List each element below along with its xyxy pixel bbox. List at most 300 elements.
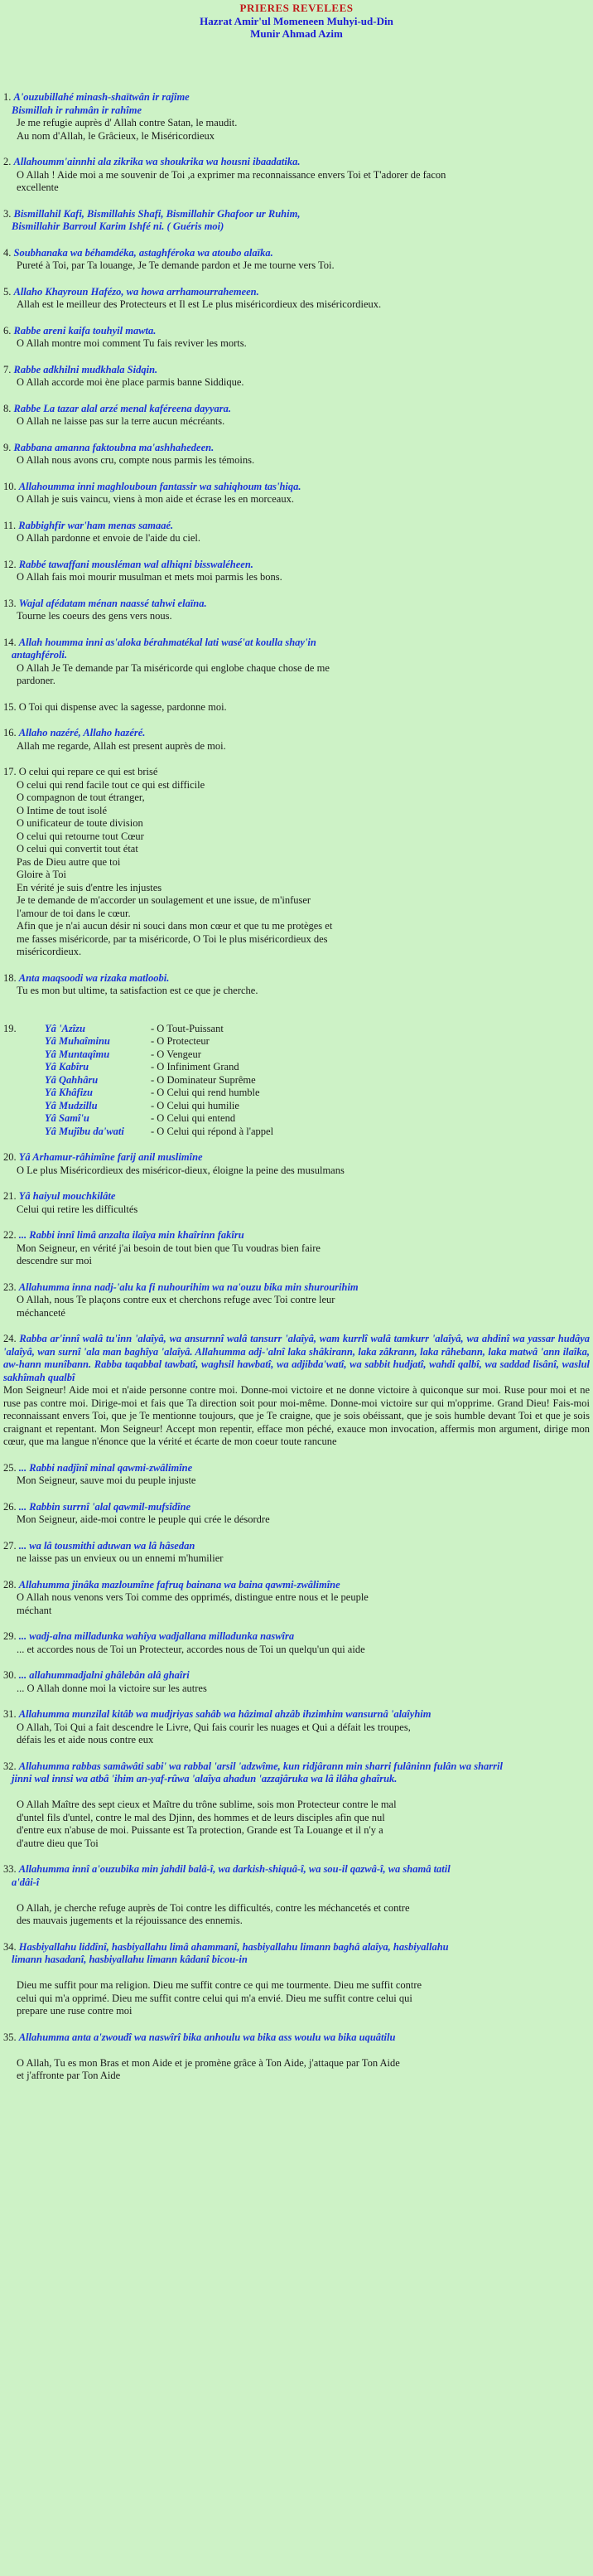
transliteration-text: Allaho Khayroun Hafézo, wa howa arrhamourrahemeen. bbox=[13, 285, 259, 298]
translation-text: excellente bbox=[17, 182, 59, 193]
translation-line bbox=[3, 1203, 590, 1217]
translation-line bbox=[3, 894, 590, 908]
name-arabic: Yâ Mudzillu bbox=[45, 1099, 98, 1111]
translation-line bbox=[3, 2070, 590, 2083]
transliteration-line bbox=[3, 1579, 590, 1592]
prayer-item bbox=[3, 1333, 590, 1449]
transliteration-line bbox=[3, 727, 590, 740]
translation-line bbox=[3, 2005, 590, 2018]
prayer-number: 4. bbox=[3, 246, 12, 259]
name-meaning: - O Celui qui entend bbox=[151, 1112, 236, 1124]
translation-text: Je me refugie auprès d' Allah contre Satan, le maudit. bbox=[17, 117, 238, 128]
translation-text: O unificateur de toute division bbox=[17, 817, 143, 829]
transliteration-line bbox=[3, 1501, 590, 1514]
translation-line bbox=[3, 830, 590, 844]
prayer-item bbox=[3, 156, 590, 195]
translation-line bbox=[3, 1255, 590, 1268]
translation-text: O Le plus Miséricordieux des miséricor-dieux, éloigne la peine des musulmans bbox=[17, 1164, 345, 1176]
translation-line bbox=[3, 1165, 590, 1178]
translation-line bbox=[3, 117, 590, 130]
translation-text: ne laisse pas un envieux ou un ennemi m'humilier bbox=[17, 1552, 224, 1564]
translation-line bbox=[3, 985, 590, 998]
transliteration-text: Anta maqsoodi wa rizaka matloobi. bbox=[18, 971, 170, 984]
prayer-number: 22. bbox=[3, 1229, 17, 1241]
prayer-number: 18. bbox=[3, 971, 17, 984]
translation-line bbox=[3, 182, 590, 195]
transliteration-text: Allahumma jinâka mazloumîne fafruq bainana wa baina qawmi-zwâlimîne bbox=[18, 1578, 340, 1591]
translation-text: O Allah, je cherche refuge auprès de Toi contre les difficultés, contre les méchancetés et contre bbox=[17, 1901, 410, 1914]
name-meaning: - O Celui qui rend humble bbox=[151, 1087, 260, 1098]
prayer-number: 13. bbox=[3, 597, 17, 609]
translation-text: d'untel fils d'untel, contre le mal des Djinn, des hommes et de leurs disciples afin que nul bbox=[17, 1811, 385, 1823]
transliteration-line bbox=[3, 403, 590, 416]
translation-text: O Allah nous avons cru, compte nous parmis les témoins. bbox=[17, 454, 255, 466]
translation-line bbox=[3, 1979, 590, 1993]
transliteration-text: ... Rabbi nadjînî minal qawmi-zwâlimîne bbox=[18, 1461, 193, 1474]
translation-line bbox=[3, 1838, 590, 1851]
translation-line bbox=[3, 740, 590, 753]
transliteration-line bbox=[3, 972, 590, 985]
prayer-number: 5. bbox=[3, 285, 12, 298]
transliteration-text: Bismillahil Kafi, Bismillahis Shafi, Bismillahir Ghafoor ur Ruhim, bbox=[13, 207, 301, 220]
translation-text: Mon Seigneur, sauve moi du peuple injuste bbox=[17, 1474, 196, 1486]
transliteration-line bbox=[3, 559, 590, 572]
translation-text: méchant bbox=[17, 1604, 52, 1616]
translation-text: Dieu me suffit pour ma religion. Dieu me suffit contre ce qui me tourmente. Dieu me suffit contre bbox=[17, 1979, 422, 1991]
prayer-item bbox=[3, 1501, 590, 1527]
prayer-item bbox=[3, 1151, 590, 1177]
transliteration-text: Allahumma rabbas samâwâti sabi' wa rabbal 'arsil 'adzwîme, kun ridjârann min sharri fulâninn fulân wa sharril bbox=[18, 1760, 503, 1772]
transliteration-text: Allahoumm'ainnhi ala zikrika wa shoukrika wa housni ibaadatika. bbox=[13, 156, 301, 167]
transliteration-text: ... Rabbin surrnî 'alal qawmil-mufsîdîne bbox=[18, 1500, 191, 1513]
prayer-item bbox=[3, 972, 590, 998]
translation-text: ... O Allah donne moi la victoire sur les autres bbox=[17, 1682, 207, 1694]
translation-text: descendre sur moi bbox=[17, 1255, 92, 1266]
prayer-item bbox=[3, 1462, 590, 1488]
prayer-number: 25. bbox=[3, 1461, 17, 1474]
prayer-number: 1. bbox=[3, 91, 12, 103]
translation-text: O Allah, Tu es mon Bras et mon Aide et je promène grâce à Ton Aide, j'attaque par Ton Aide bbox=[17, 2056, 400, 2069]
prayer-number: 26. bbox=[3, 1500, 17, 1513]
transliteration-line bbox=[3, 1669, 590, 1683]
prayer-number: 34. bbox=[3, 1940, 17, 1953]
translation-line bbox=[3, 1683, 590, 1696]
translation-text: Afin que je n'ai aucun désir ni souci dans mon cœur et que tu me protèges et bbox=[17, 920, 333, 932]
translation-text: O Allah je suis vaincu, viens à mon aide et écrase les en morceaux. bbox=[17, 493, 294, 505]
transliteration-paragraph bbox=[3, 1333, 590, 1384]
translation-line bbox=[3, 1915, 590, 1928]
prayer-item bbox=[3, 2031, 590, 2083]
translation-line bbox=[3, 792, 590, 805]
prayer-number: 2. bbox=[3, 156, 12, 167]
prayer-number: 3. bbox=[3, 207, 12, 220]
translation-text: Je te demande de m'accorder un soulagement et une issue, de m'infuser bbox=[17, 894, 311, 906]
translation-line bbox=[3, 493, 590, 506]
translation-line bbox=[3, 1307, 590, 1320]
name-arabic: Yâ Mujîbu da'wati bbox=[45, 1125, 124, 1137]
prayer-item bbox=[3, 247, 590, 273]
transliteration-line bbox=[3, 1630, 590, 1644]
transliteration-text: Rabbé tawaffani mousléman wal alhiqni bisswaléheen. bbox=[18, 558, 253, 570]
translation-line bbox=[3, 933, 590, 947]
transliteration-line bbox=[3, 649, 590, 662]
transliteration-line bbox=[3, 1760, 590, 1774]
transliteration-line bbox=[3, 208, 590, 221]
translation-text: Mon Seigneur, en vérité j'ai besoin de tout bien que Tu voudras bien faire bbox=[17, 1242, 321, 1254]
translation-text: Gloire à Toi bbox=[17, 869, 66, 880]
translation-line bbox=[3, 2057, 590, 2070]
translation-line bbox=[3, 1552, 590, 1566]
translation-text: Pureté à Toi, par Ta louange, Je Te demande pardon et Je me tourne vers Toi. bbox=[17, 259, 335, 271]
translation-text bbox=[17, 1786, 19, 1798]
name-meaning: - O Tout-Puissant bbox=[151, 1022, 224, 1034]
page-title: PRIERES REVELEES bbox=[239, 2, 354, 14]
transliteration-text: A'ouzubillahé minash-shaïtwân ir rajîme bbox=[13, 91, 190, 103]
translation-line bbox=[3, 532, 590, 545]
prayer-number: 20. bbox=[3, 1151, 17, 1163]
prayer-item bbox=[3, 1863, 590, 1928]
transliteration-line bbox=[3, 1540, 590, 1553]
translation-line bbox=[3, 946, 590, 959]
transliteration-line bbox=[3, 286, 590, 299]
transliteration-text: Rabbana amanna faktoubna ma'ashhahedeen. bbox=[13, 441, 215, 453]
prayer-number: 7. bbox=[3, 363, 12, 375]
transliteration-line bbox=[3, 1708, 590, 1721]
translation-text: O Allah ne laisse pas sur la terre aucun mécréants. bbox=[17, 415, 225, 427]
prayer-item bbox=[3, 727, 590, 753]
name-meaning: - O Celui qui humilie bbox=[151, 1099, 239, 1111]
translation-line bbox=[3, 701, 590, 714]
transliteration-text: ... allahummadjalni ghâlebân alâ ghaîri bbox=[18, 1669, 190, 1681]
translation-line bbox=[3, 1513, 590, 1527]
translation-text: Mon Seigneur, aide-moi contre le peuple qui crée le désordre bbox=[17, 1513, 270, 1525]
translation-line bbox=[3, 1902, 590, 1915]
translation-line bbox=[3, 1294, 590, 1307]
translation-text: O Allah fais moi mourir musulman et mets moi parmis les bons. bbox=[17, 571, 282, 583]
name-meaning: - O Vengeur bbox=[151, 1048, 201, 1060]
name-row bbox=[45, 1100, 273, 1113]
prayer-item bbox=[3, 1669, 590, 1695]
translation-line bbox=[3, 337, 590, 351]
prayer-number: 32. bbox=[3, 1760, 17, 1772]
transliteration-line bbox=[3, 1863, 590, 1876]
translation-line bbox=[3, 1967, 590, 1980]
name-row bbox=[45, 1061, 273, 1074]
translation-line bbox=[3, 1786, 590, 1799]
translation-text: O Toi qui dispense avec la sagesse, pardonne moi. bbox=[18, 700, 227, 713]
translation-text: O Allah montre moi comment Tu fais reviver les morts. bbox=[17, 337, 247, 349]
transliteration-line bbox=[3, 1876, 590, 1890]
prayer-item bbox=[3, 1630, 590, 1656]
transliteration-text: Yâ haiyul mouchkilâte bbox=[18, 1190, 116, 1202]
translation-text: d'entre eux n'abuse de moi. Puissante est Ta protection, Grande est Ta Louange et il n'y a bbox=[17, 1824, 383, 1836]
translation-line bbox=[3, 766, 590, 779]
prayer-item bbox=[3, 403, 590, 429]
transliteration-line bbox=[3, 91, 590, 104]
translation-text: pardoner. bbox=[17, 675, 55, 686]
transliteration-text: Allah houmma inni as'aloka bérahmatékal lati wasé'at koulla shay'in bbox=[18, 636, 316, 648]
translation-line bbox=[3, 805, 590, 818]
prayer-item bbox=[3, 1941, 590, 2018]
transliteration-text: jinni wal innsi wa atbâ 'ihim an-yaf-rûwa 'alaîya ahadun 'azzajâruka wa lâ ilâha ghaîruk. bbox=[12, 1773, 398, 1784]
prayer-item bbox=[3, 520, 590, 545]
name-arabic: Yâ Qahhâru bbox=[45, 1073, 99, 1086]
translation-line bbox=[3, 259, 590, 273]
translation-line bbox=[3, 1824, 590, 1838]
translation-line bbox=[3, 1993, 590, 2006]
prayer-item bbox=[3, 1281, 590, 1320]
translation-line bbox=[3, 662, 590, 675]
transliteration-text: Allaho nazéré, Allaho hazéré. bbox=[18, 727, 146, 738]
prayer-number: 24. bbox=[3, 1333, 17, 1344]
translation-line bbox=[3, 2044, 590, 2057]
transliteration-line bbox=[3, 1462, 590, 1475]
transliteration-line bbox=[3, 104, 590, 118]
translation-line bbox=[3, 1605, 590, 1618]
translation-line bbox=[3, 1591, 590, 1605]
divine-names-block bbox=[3, 1023, 590, 1139]
prayer-item bbox=[3, 286, 590, 312]
translation-line bbox=[3, 169, 590, 182]
transliteration-text: Wajal afédatam ménan naassé tahwi elaïna. bbox=[18, 597, 207, 609]
prayer-number: 30. bbox=[3, 1669, 17, 1681]
prayer-item bbox=[3, 208, 590, 234]
prayer-number: 15. bbox=[3, 700, 17, 713]
translation-text: me fasses miséricorde, par ta miséricorde, O Toi le plus miséricordieux des bbox=[17, 932, 328, 945]
transliteration-text: antaghféroli. bbox=[12, 649, 68, 661]
name-row bbox=[45, 1035, 273, 1048]
prayer-number: 8. bbox=[3, 402, 12, 414]
translation-text bbox=[17, 1967, 19, 1978]
translation-text: O celui qui repare ce qui est brisé bbox=[18, 766, 158, 777]
translation-text: Tourne les coeurs des gens vers nous. bbox=[17, 610, 172, 622]
translation-text: Tu es mon but ultime, ta satisfaction est ce que je cherche. bbox=[17, 985, 258, 996]
transliteration-line bbox=[3, 1190, 590, 1203]
translation-text: des mauvais jugements et la réjouissance des ennemis. bbox=[17, 1915, 243, 1926]
name-arabic: Yâ Muntaqîmu bbox=[45, 1048, 110, 1060]
transliteration-line bbox=[3, 364, 590, 377]
translation-line bbox=[3, 779, 590, 792]
transliteration-text: Hasbiyallahu liddînî, hasbiyallahu limâ ahammanî, hasbiyallahu limann baghâ alaîya, hasbiyallahu bbox=[18, 1940, 449, 1953]
transliteration-line bbox=[3, 220, 590, 234]
transliteration-line bbox=[3, 481, 590, 494]
name-row bbox=[45, 1048, 273, 1062]
author-line-2: Munir Ahmad Azim bbox=[250, 27, 343, 40]
prayer-item bbox=[3, 1760, 590, 1851]
transliteration-text: ... wadj-alna milladunka wahîya wadjallana milladunka naswîra bbox=[18, 1630, 295, 1642]
translation-text: O Intime de tout isolé bbox=[17, 804, 108, 816]
translation-text: Pas de Dieu autre que toi bbox=[17, 855, 121, 868]
name-meaning: - O Celui qui répond à l'appel bbox=[151, 1125, 274, 1137]
transliteration-text: Rabbe areni kaifa touhyil mawta. bbox=[13, 324, 157, 337]
transliteration-text: Rabbe La tazar alal arzé menal kaféreena dayyara. bbox=[13, 402, 231, 414]
prayer-item bbox=[3, 1229, 590, 1268]
transliteration-line bbox=[3, 442, 590, 455]
prayer-number: 19. bbox=[3, 1022, 17, 1034]
prayer-item bbox=[3, 1579, 590, 1618]
transliteration-text: Rabbighfir war'ham menas samaaé. bbox=[18, 519, 174, 531]
prayer-number: 6. bbox=[3, 324, 12, 337]
translation-line bbox=[3, 1812, 590, 1825]
translation-text: miséricordieux. bbox=[17, 946, 82, 957]
translation-text: O Allah nous venons vers Toi comme des opprimés, distingue entre nous et le peuple bbox=[17, 1591, 369, 1603]
translation-line bbox=[3, 1242, 590, 1256]
prayer-number: 29. bbox=[3, 1630, 17, 1642]
prayer-item bbox=[3, 1708, 590, 1747]
name-meaning: - O Dominateur Suprême bbox=[151, 1073, 256, 1086]
prayer-number: 10. bbox=[3, 480, 17, 492]
transliteration-line bbox=[3, 520, 590, 533]
translation-line bbox=[3, 376, 590, 390]
prayer-number: 21. bbox=[3, 1190, 17, 1202]
translation-line bbox=[3, 1474, 590, 1488]
transliteration-text: Yâ Arhamur-râhimîne farij anil muslimîne bbox=[18, 1151, 203, 1163]
translation-text bbox=[17, 1889, 19, 1901]
prayer-item bbox=[3, 364, 590, 390]
prayer-list bbox=[3, 91, 590, 2083]
translation-line bbox=[3, 1721, 590, 1735]
transliteration-line bbox=[3, 325, 590, 338]
translation-line bbox=[3, 920, 590, 933]
transliteration-text: ... Rabbi innî limâ anzalta ilaîya min khaîrinn fakîru bbox=[18, 1229, 244, 1241]
prayer-number: 33. bbox=[3, 1863, 17, 1875]
translation-text: Au nom d'Allah, le Grâcieux, le Miséricordieux bbox=[17, 129, 215, 142]
name-row bbox=[45, 1023, 273, 1036]
translation-line bbox=[3, 610, 590, 623]
prayer-number: 28. bbox=[3, 1578, 17, 1591]
translation-text: O celui qui retourne tout Cœur bbox=[17, 830, 144, 842]
translation-text: O Allah, nous Te plaçons contre eux et cherchons refuge avec Toi contre leur bbox=[17, 1294, 335, 1305]
transliteration-line bbox=[3, 156, 590, 169]
translation-text: et j'affronte par Ton Aide bbox=[17, 2070, 121, 2081]
transliteration-text: Bismillahir Barroul Karim Ishfé ni. ( Guéris moi) bbox=[12, 220, 224, 232]
translation-line bbox=[3, 856, 590, 869]
translation-text: O compagnon de tout étranger, bbox=[17, 792, 145, 803]
translation-text: En vérité je suis d'entre les injustes bbox=[17, 881, 162, 893]
translation-line bbox=[3, 130, 590, 143]
translation-line bbox=[3, 675, 590, 688]
names-column bbox=[45, 1023, 273, 1139]
prayer-number: 12. bbox=[3, 558, 17, 570]
translation-line bbox=[3, 817, 590, 830]
translation-text: l'amour de toi dans le cœur. bbox=[17, 907, 131, 919]
prayer-number: 16. bbox=[3, 727, 17, 738]
translation-line bbox=[3, 298, 590, 312]
transliteration-line bbox=[3, 637, 590, 650]
name-meaning: - O Infiniment Grand bbox=[151, 1061, 239, 1073]
prayer-item bbox=[3, 598, 590, 623]
transliteration-line bbox=[3, 1773, 590, 1786]
prayer-number: 11. bbox=[3, 519, 17, 531]
prayer-item bbox=[3, 481, 590, 506]
transliteration-text: limann hasadanî, hasbiyallahu limann kâdanî bicou-in bbox=[12, 1954, 248, 1965]
translation-text: celui qui m'a opprimé. Dieu me suffit contre celui qui m'a envié. Dieu me suffit contre celui qui bbox=[17, 1992, 412, 2004]
header bbox=[3, 2, 590, 40]
transliteration-line bbox=[3, 1954, 590, 1967]
translation-text: Allah me regarde, Allah est present auprès de moi. bbox=[17, 739, 226, 752]
translation-text: O Allah Maître des sept cieux et Maître du trône sublime, sois mon Protecteur contre le mal bbox=[17, 1799, 397, 1810]
prayer-item bbox=[3, 559, 590, 584]
translation-paragraph: Mon Seigneur! Aide moi et n'aide personne contre moi. Donne-moi victoire et ne donne victoire à quiconque sur moi. Ruse pour moi et ne ruse pas contre moi. Dirige-moi et fais que Ta direction soit pour moi-même. Donne-moi victoire sur qui m'opprime. Grand Dieu! Fais-moi reconnaissant envers Toi, que je Te mentionne toujours, que je Te craigne, que je sois obéissant, que je sois humble devant Toi et que je sois craignant et repentant. Mon Seigneur! Accept mon repentir, efface mon péché, exauce mon invocation, affermis mon argument, dirige mon cœur, que ma langue n'énonce que la vérité et écarte de mon coeur toute rancune bbox=[3, 1384, 590, 1447]
transliteration-text: Allahoumma inni maghlouboun fantassir wa sahiqhoum tas'hiqa. bbox=[18, 480, 301, 492]
prayer-item bbox=[3, 1190, 590, 1216]
prayer-item bbox=[3, 701, 590, 714]
name-row bbox=[45, 1074, 273, 1087]
translation-line bbox=[3, 869, 590, 882]
transliteration-line bbox=[3, 1151, 590, 1165]
transliteration-line bbox=[3, 2031, 590, 2045]
prayer-number: 27. bbox=[3, 1539, 17, 1552]
transliteration-text: Allahumma munzilal kitâb wa mudjriyas sahâb wa hâzimal ahzâb ihzimhim wansurnâ 'alaîyhim bbox=[18, 1708, 431, 1720]
transliteration-text: Allahumma innî a'ouzubika min jahdil balâ-î, wa darkish-shiquâ-î, wa sou-il qazwâ-î, wa shamâ tatil bbox=[18, 1863, 451, 1875]
translation-line bbox=[3, 571, 590, 584]
translation-line bbox=[3, 843, 590, 856]
name-arabic: Yâ Muhaîminu bbox=[45, 1035, 110, 1047]
prayer-item bbox=[3, 91, 590, 143]
name-row bbox=[45, 1112, 273, 1126]
transliteration-text: Allahumma anta a'zwoudî wa naswîrî bika anhoulu wa bika ass woulu wa bika uquâtilu bbox=[18, 2031, 396, 2043]
transliteration-text: ... wa lâ tousmithi aduwan wa lâ hâsedan bbox=[18, 1539, 195, 1552]
translation-line bbox=[3, 882, 590, 895]
prayer-number: 14. bbox=[3, 636, 17, 648]
transliteration-line bbox=[3, 1281, 590, 1295]
translation-text: O Allah accorde moi ène place parmis banne Siddique. bbox=[17, 376, 244, 388]
transliteration-line bbox=[3, 247, 590, 260]
translation-line bbox=[3, 1734, 590, 1747]
name-meaning: - O Protecteur bbox=[151, 1035, 210, 1047]
translation-text: O Allah, Toi Qui a fait descendre le Livre, Qui fais courir les nuages et Qui a défait les troupes, bbox=[17, 1721, 411, 1733]
translation-text: prepare une ruse contre moi bbox=[17, 2005, 133, 2017]
prayer-number: 9. bbox=[3, 441, 12, 453]
translation-text: O Allah Je Te demande par Ta miséricorde qui englobe chaque chose de me bbox=[17, 661, 330, 674]
translation-text: O Allah pardonne et envoie de l'aide du ciel. bbox=[17, 532, 200, 544]
translation-text: O celui qui convertit tout état bbox=[17, 843, 138, 855]
translation-line bbox=[3, 1889, 590, 1902]
transliteration-text: Bismillah ir rahmân ir rahîme bbox=[12, 104, 142, 116]
translation-line bbox=[3, 1644, 590, 1657]
transliteration-line bbox=[3, 598, 590, 611]
transliteration-text: Rabba ar'innî walâ tu'inn 'alaîyâ, wa ansurnnî walâ tansurr 'alaîyâ, wam kurrlî walâ tamkurr 'alaîyâ, wa ahdinî wa yassar hudâya 'alaîyâ, wan surnî 'ala man baghîya 'alaîyâ. Allahumma adj-'alnî laka shâkirann, laka zâkrann, laka râhebann, laka matwâ 'ann ilaîka, aw-hann munîbann. Rabba taqabbal tawbatî, waghsil hawbatî, wa adjibda'watî, wa sabbit hudjatî, wahdi qalbî, wa saddad lisânî, waslul sakhîmah qualbî bbox=[3, 1333, 590, 1383]
transliteration-line bbox=[3, 1941, 590, 1954]
prayer-number: 31. bbox=[3, 1708, 17, 1720]
translation-line bbox=[3, 1799, 590, 1812]
translation-text: Allah est le meilleur des Protecteurs et Il est Le plus miséricordieux des miséricordieux. bbox=[17, 298, 382, 310]
prayer-number: 17. bbox=[3, 766, 17, 777]
name-row bbox=[45, 1126, 273, 1139]
transliteration-text: Rabbe adkhilni mudkhala Sidqin. bbox=[13, 363, 158, 375]
transliteration-text: Soubhanaka wa béhamdéka, astaghféroka wa atoubo alaïka. bbox=[13, 246, 273, 259]
translation-line bbox=[3, 415, 590, 429]
prayer-item bbox=[3, 325, 590, 351]
translation-text: ... et accordes nous de Toi un Protecteur, accordes nous de Toi un quelqu'un qui aide bbox=[17, 1643, 365, 1655]
translation-text: défais les et aide nous contre eux bbox=[17, 1734, 154, 1746]
divine-names-list bbox=[3, 1023, 590, 1139]
transliteration-text: a'dâi-î bbox=[12, 1876, 40, 1888]
translation-text: Celui qui retire les difficultés bbox=[17, 1203, 138, 1215]
translation-line bbox=[3, 454, 590, 467]
translation-text: O Allah ! Aide moi a me souvenir de Toi ,a exprimer ma reconnaissance envers Toi et T'adorer de facon bbox=[17, 168, 446, 181]
translation-text: méchanceté bbox=[17, 1306, 65, 1319]
name-arabic: Yâ Kabîru bbox=[45, 1061, 89, 1073]
name-arabic: Yâ Khâfizu bbox=[45, 1087, 94, 1098]
transliteration-text: Allahumma inna nadj-'alu ka fi nuhourihim wa na'ouzu bika min shurourihim bbox=[18, 1281, 359, 1293]
author-line-1: Hazrat Amir'ul Momeneen Muhyi-ud-Din bbox=[200, 15, 393, 27]
transliteration-line bbox=[3, 1229, 590, 1242]
translation-line bbox=[3, 908, 590, 921]
name-arabic: Yâ 'Azîzu bbox=[45, 1022, 85, 1034]
translation-text bbox=[17, 2044, 19, 2055]
translation-text: O celui qui rend facile tout ce qui est difficile bbox=[17, 778, 205, 791]
